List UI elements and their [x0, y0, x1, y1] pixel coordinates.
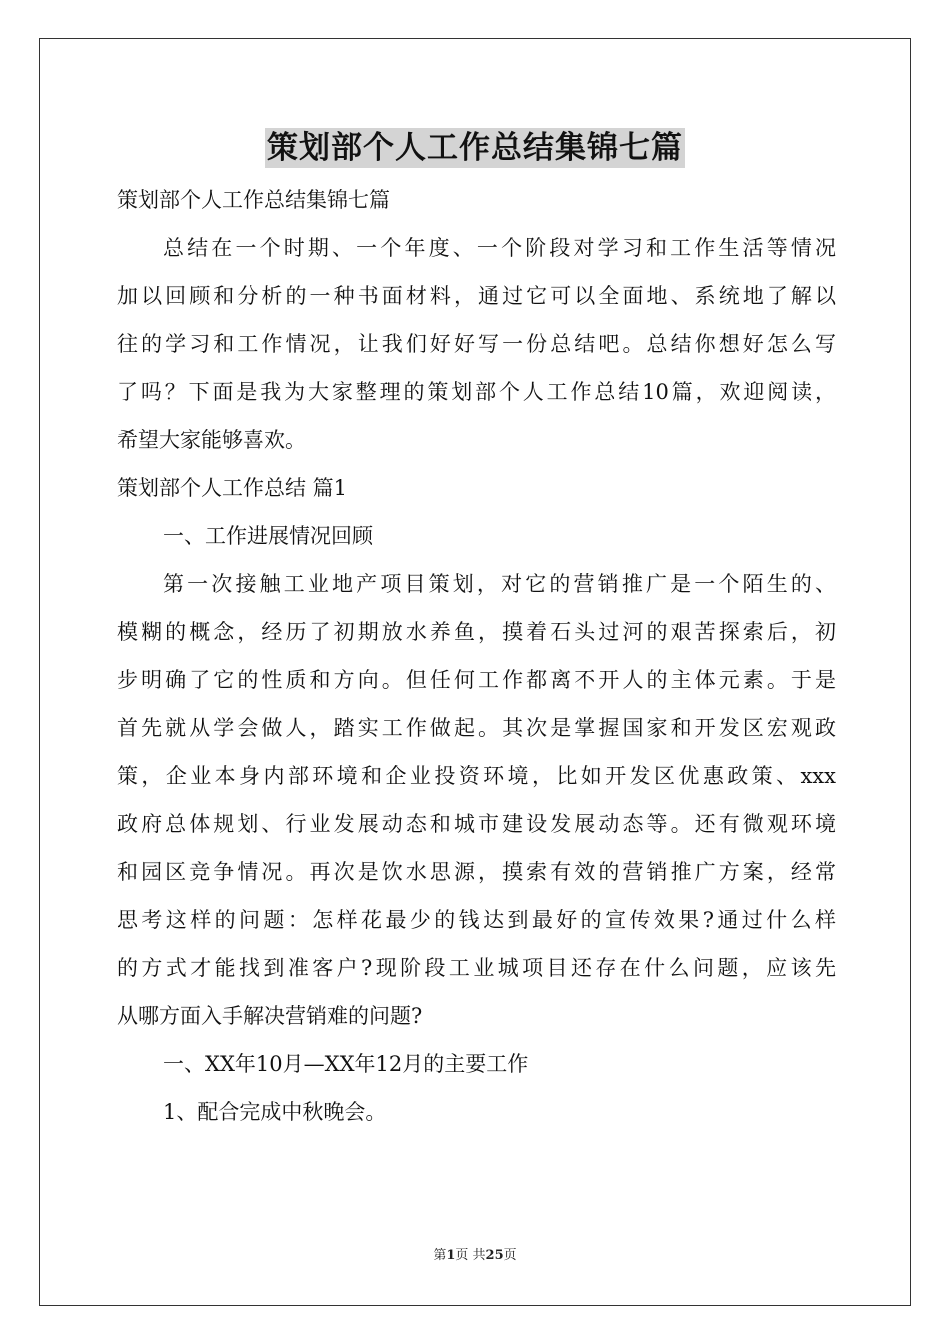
text-line: 首先就从学会做人，踏实工作做起。其次是掌握国家和开发区宏观政	[117, 716, 836, 740]
footer-suffix: 页	[503, 1248, 517, 1263]
text-line: 思考这样的问题：怎样花最少的钱达到最好的宣传效果?通过什么样	[117, 908, 836, 932]
text-line: 的方式才能找到准客户?现阶段工业城项目还存在什么问题，应该先	[117, 956, 836, 980]
footer-mid: 页 共	[455, 1248, 486, 1263]
text-line: 策，企业本身内部环境和企业投资环境，比如开发区优惠政策、xxx	[117, 764, 836, 788]
footer-total-pages: 25	[485, 1248, 504, 1263]
document-title-bar	[0, 128, 950, 168]
text-line: 步明确了它的性质和方向。但任何工作都离不开人的主体元素。于是	[117, 668, 836, 692]
document-body	[117, 176, 836, 1136]
text-line: 模糊的概念，经历了初期放水养鱼，摸着石头过河的艰苦探索后，初	[117, 620, 836, 644]
text-line: 第一次接触工业地产项目策划，对它的营销推广是一个陌生的、	[163, 572, 836, 596]
page-footer	[0, 1244, 950, 1263]
text-line: 政府总体规划、行业发展动态和城市建设发展动态等。还有微观环境	[117, 812, 836, 836]
footer-prefix: 第	[433, 1248, 447, 1263]
text-line: 一、工作进展情况回顾	[163, 524, 373, 548]
text-line: 往的学习和工作情况，让我们好好写一份总结吧。总结你想好怎么写	[117, 332, 836, 356]
text-line: 一、XX年10月—XX年12月的主要工作	[163, 1052, 529, 1076]
text-line: 策划部个人工作总结集锦七篇	[117, 188, 390, 212]
text-line: 希望大家能够喜欢。	[117, 428, 306, 452]
text-line: 从哪方面入手解决营销难的问题?	[117, 1004, 423, 1028]
text-line: 策划部个人工作总结 篇1	[117, 476, 348, 500]
text-line: 和园区竞争情况。再次是饮水思源，摸索有效的营销推广方案，经常	[117, 860, 836, 884]
footer-page-number: 1	[446, 1248, 456, 1263]
text-line: 总结在一个时期、一个年度、一个阶段对学习和工作生活等情况	[163, 236, 836, 260]
text-line: 了吗？下面是我为大家整理的策划部个人工作总结10篇，欢迎阅读，	[117, 380, 836, 404]
text-line: 1、配合完成中秋晚会。	[163, 1100, 387, 1124]
text-line: 加以回顾和分析的一种书面材料，通过它可以全面地、系统地了解以	[117, 284, 836, 308]
document-title: 策划部个人工作总结集锦七篇	[267, 130, 683, 166]
